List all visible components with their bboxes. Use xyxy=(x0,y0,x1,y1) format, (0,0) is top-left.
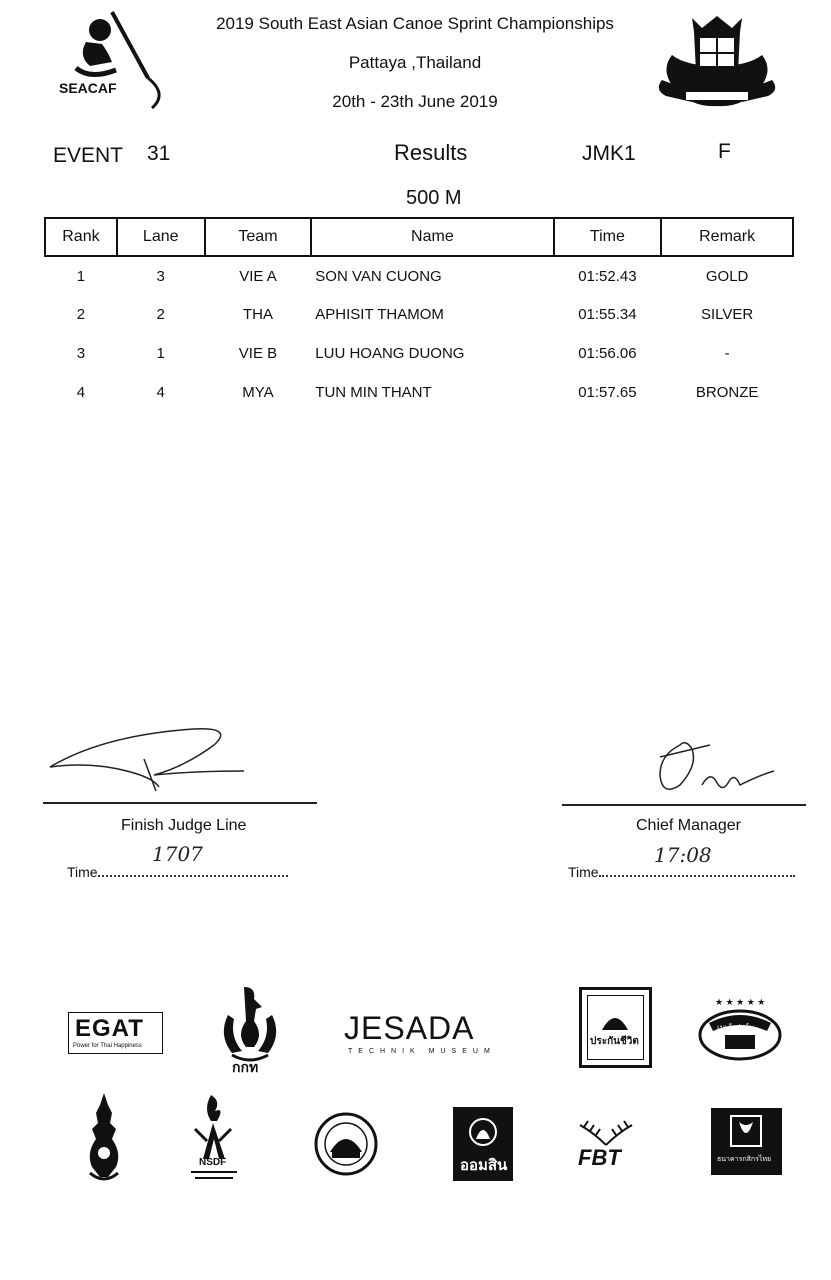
event-label: EVENT xyxy=(53,144,124,167)
remark-cell: BRONZE xyxy=(695,384,759,401)
time-label: Time xyxy=(568,864,599,880)
finish-judge-label: Finish Judge Line xyxy=(121,817,247,834)
kasikorn-bank-logo-text: ธนาคารกสิกรไทย xyxy=(717,1156,772,1163)
rank-cell: 3 xyxy=(76,345,86,362)
event-class: JMK1 xyxy=(582,142,636,165)
rank-cell: 2 xyxy=(76,306,86,323)
egat-logo xyxy=(68,1012,163,1054)
table-row xyxy=(45,334,793,373)
name-cell: LUU HOANG DUONG xyxy=(315,345,465,362)
gsb-logo xyxy=(453,1107,513,1181)
time-cell: 01:56.06 xyxy=(578,345,637,362)
fbt-logo xyxy=(574,1117,638,1177)
time-label: Time xyxy=(67,864,98,880)
time-cell: 01:52.43 xyxy=(578,267,637,285)
lane-cell: 1 xyxy=(156,345,165,362)
finish-judge-signature xyxy=(44,715,264,795)
remark-cell: GOLD xyxy=(705,267,749,285)
column-header-name: Name xyxy=(311,218,553,256)
bakery-farm-logo xyxy=(697,997,783,1071)
egat-logo-name: EGAT xyxy=(75,1015,144,1042)
chief-manager-time-value: 17:08 xyxy=(654,843,712,867)
chief-manager-signature xyxy=(650,735,780,800)
event-dates: 20th - 23th June 2019 xyxy=(332,92,498,111)
kasikorn-bank-logo xyxy=(711,1108,782,1175)
jesada-logo-name: JESADA xyxy=(344,1010,475,1046)
table-row xyxy=(45,373,793,412)
results-table xyxy=(44,217,794,412)
lane-cell: 2 xyxy=(156,306,165,323)
seacaf-logo-text: SEACAF xyxy=(59,80,117,96)
name-cell: SON VAN CUONG xyxy=(315,267,442,285)
time-cell: 01:57.65 xyxy=(578,384,637,401)
kkt-logo xyxy=(218,985,282,1075)
team-cell: VIE B xyxy=(238,345,278,362)
event-distance: 500 M xyxy=(406,187,462,209)
event-location: Pattaya ,Thailand xyxy=(348,53,482,72)
column-header-team: Team xyxy=(205,218,312,256)
event-round: F xyxy=(718,140,731,163)
gsb-logo-text: ออมสิน xyxy=(460,1157,508,1174)
event-title: 2019 South East Asian Canoe Sprint Championships xyxy=(216,14,614,33)
chief-manager-line xyxy=(562,804,806,806)
bakery-farm-logo-text: เบเก้ ฟาร์ม xyxy=(717,1023,755,1032)
chief-manager-label: Chief Manager xyxy=(636,817,741,834)
nsdf-logo xyxy=(185,1093,243,1185)
team-cell: MYA xyxy=(242,384,274,401)
lane-cell: 3 xyxy=(156,267,165,285)
column-header-lane: Lane xyxy=(117,218,205,256)
life-insurance-logo-text: ประกันชีวิต xyxy=(590,1036,639,1047)
federation-crest xyxy=(652,10,782,112)
nsdf-logo-text: NSDF xyxy=(199,1157,227,1168)
remark-cell: - xyxy=(724,345,730,362)
jesada-logo xyxy=(344,1010,496,1060)
time-dotted-line xyxy=(599,875,795,877)
team-cell: THA xyxy=(242,306,273,323)
jesada-logo-sub: TECHNIK MUSEUM xyxy=(348,1048,496,1055)
navy-emblem-logo xyxy=(82,1093,126,1183)
name-cell: TUN MIN THANT xyxy=(315,384,432,401)
team-cell: VIE A xyxy=(239,267,277,285)
event-number: 31 xyxy=(147,142,171,165)
results-heading: Results xyxy=(394,140,468,165)
life-insurance-logo xyxy=(579,987,652,1068)
time-cell: 01:55.34 xyxy=(578,306,637,323)
name-cell: APHISIT THAMOM xyxy=(315,306,444,323)
kkt-logo-text: กกท xyxy=(232,1059,259,1075)
fbt-logo-text: FBT xyxy=(578,1145,621,1170)
svg-text:★ ★ ★ ★ ★: ★ ★ ★ ★ ★ xyxy=(715,997,766,1007)
finish-judge-time-value: 1707 xyxy=(152,842,203,866)
rank-cell: 4 xyxy=(76,384,86,401)
remark-cell: SILVER xyxy=(701,306,754,323)
time-dotted-line xyxy=(98,875,288,877)
lane-cell: 4 xyxy=(156,384,165,401)
table-row xyxy=(45,256,793,295)
finish-judge-line xyxy=(43,802,317,804)
column-header-rank: Rank xyxy=(45,218,117,256)
column-header-time: Time xyxy=(554,218,662,256)
table-row xyxy=(45,295,793,334)
university-seal-logo xyxy=(314,1112,378,1176)
finish-judge-time-row xyxy=(67,864,288,880)
seacaf-logo xyxy=(50,8,175,113)
column-header-remark: Remark xyxy=(661,218,793,256)
egat-logo-tagline: Power for Thai Happiness xyxy=(73,1043,142,1049)
table-header-row xyxy=(45,218,793,256)
rank-cell: 1 xyxy=(76,267,86,285)
